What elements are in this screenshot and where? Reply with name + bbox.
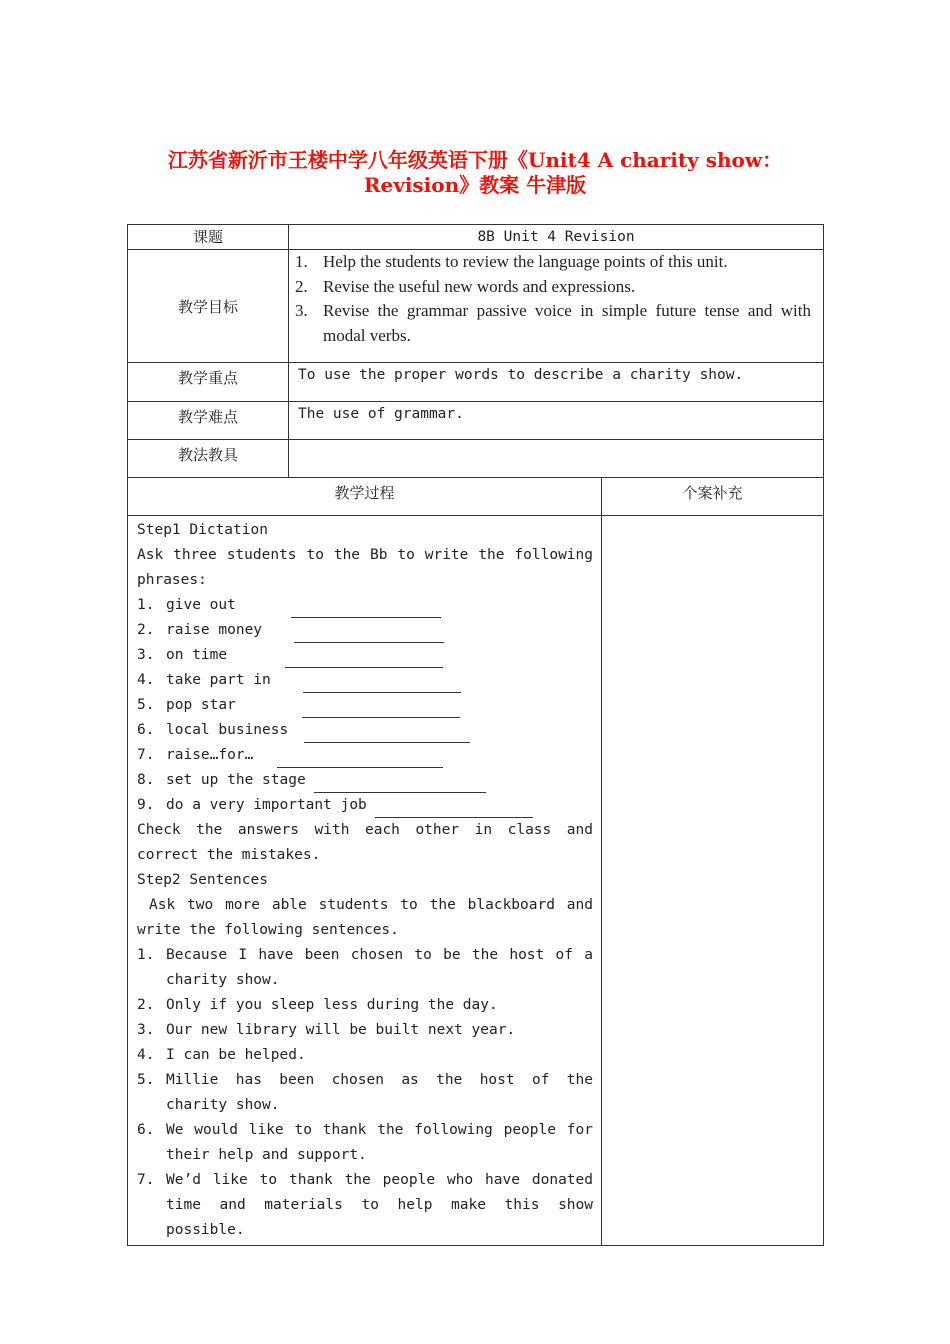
sentence-text: Millie has been chosen as the host of the charity show.	[166, 1072, 593, 1113]
difficulty-value: The use of grammar.	[289, 402, 824, 440]
sentence-text: Because I have been chosen to be the host of a charity show.	[166, 947, 593, 988]
phrase-item	[137, 593, 593, 618]
document-title	[0, 148, 950, 198]
phrase-number: 9.	[137, 797, 155, 813]
sentence-number: 6.	[137, 1122, 155, 1138]
phrase-number: 2.	[137, 622, 155, 638]
goal-text: Help the students to review the language points of this unit.	[323, 252, 728, 271]
goal-item	[295, 275, 811, 300]
phrase-text: give out	[166, 597, 236, 613]
sentence-number: 7.	[137, 1172, 155, 1188]
phrase-text: local business	[166, 722, 289, 738]
phrase-number: 6.	[137, 722, 155, 738]
phrase-text: set up the stage	[166, 772, 306, 788]
goal-text: Revise the useful new words and expressions.	[323, 276, 636, 296]
focus-row	[128, 363, 824, 402]
difficulty-row	[128, 402, 824, 440]
difficulty-label: 教学难点	[128, 402, 289, 440]
phrase-text: raise…for…	[166, 747, 254, 763]
focus-label: 教学重点	[128, 363, 289, 402]
check-instruction: Check the answers with each other in class and correct the mistakes.	[137, 822, 593, 863]
goals-label: 教学目标	[128, 250, 289, 363]
process-body-row	[128, 516, 824, 1246]
phrase-number: 1.	[137, 597, 155, 613]
phrase-text: take part in	[166, 672, 271, 688]
goals-cell	[289, 250, 824, 363]
goal-text: Revise the grammar passive voice in simple future tense and with modal verbs.	[323, 301, 812, 345]
goals-list	[289, 250, 823, 348]
phrase-item	[137, 693, 593, 718]
sentence-item	[137, 993, 593, 1018]
phrase-item	[137, 718, 593, 743]
process-label: 教学过程	[128, 478, 602, 516]
sentence-item	[137, 1018, 593, 1043]
sentence-item	[137, 943, 593, 993]
phrase-text: on time	[166, 647, 228, 663]
answer-blank	[303, 676, 461, 693]
phrase-item	[137, 618, 593, 643]
phrase-item	[137, 793, 593, 818]
answer-blank	[285, 651, 443, 668]
phrase-number: 7.	[137, 747, 155, 763]
answer-blank	[294, 626, 444, 643]
sentence-text: Our new library will be built next year.	[166, 1022, 516, 1038]
answer-blank	[277, 751, 443, 768]
phrase-number: 3.	[137, 647, 155, 663]
phrase-text: do a very important job	[166, 797, 367, 813]
method-label: 教法教具	[128, 440, 289, 478]
process-header-row	[128, 478, 824, 516]
step1-intro: Ask three students to the Bb to write the following phrases:	[137, 547, 593, 588]
step1-title: Step1 Dictation	[137, 522, 268, 538]
title-line-2: Revision》教案 牛津版	[363, 173, 587, 197]
process-content	[128, 516, 602, 1246]
title-line-1: 江苏省新沂市王楼中学八年级英语下册《Unit4 A charity show：	[167, 148, 783, 172]
goal-number: 2.	[295, 276, 308, 296]
phrase-number: 8.	[137, 772, 155, 788]
answer-blank	[304, 726, 470, 743]
phrase-item	[137, 768, 593, 793]
method-value	[289, 440, 824, 478]
lesson-plan-table	[127, 224, 824, 1246]
sentence-text: We’d like to thank the people who have donated time and materials to help make this show possible.	[166, 1172, 593, 1238]
sentence-number: 2.	[137, 997, 155, 1013]
phrase-text: raise money	[166, 622, 263, 638]
phrase-item	[137, 643, 593, 668]
sentence-text: I can be helped.	[166, 1047, 306, 1063]
sentence-number: 4.	[137, 1047, 155, 1063]
sentence-text: Only if you sleep less during the day.	[166, 997, 498, 1013]
phrase-item	[137, 743, 593, 768]
sentence-number: 1.	[137, 947, 155, 963]
goals-row	[128, 250, 824, 363]
phrase-number: 4.	[137, 672, 155, 688]
step2-title: Step2 Sentences	[137, 872, 268, 888]
answer-blank	[302, 701, 460, 718]
answer-blank	[314, 776, 486, 793]
step2-intro: Ask two more able students to the blackboard and write the following sentences.	[137, 897, 593, 938]
phrase-item	[137, 668, 593, 693]
topic-label: 课题	[128, 225, 289, 250]
supplement-label: 个案补充	[602, 478, 824, 516]
sentence-number: 3.	[137, 1022, 155, 1038]
sentence-number: 5.	[137, 1072, 155, 1088]
topic-value: 8B Unit 4 Revision	[289, 225, 824, 250]
phrase-text: pop star	[166, 697, 236, 713]
goal-number: 3.	[295, 301, 308, 320]
focus-value: To use the proper words to describe a charity show.	[289, 363, 824, 402]
sentence-item	[137, 1068, 593, 1118]
supplement-content	[602, 516, 824, 1246]
topic-row	[128, 225, 824, 250]
goal-item	[295, 299, 811, 348]
phrase-number: 5.	[137, 697, 155, 713]
goal-number: 1.	[295, 252, 308, 271]
answer-blank	[375, 801, 533, 818]
method-row	[128, 440, 824, 478]
goal-item	[295, 250, 811, 275]
answer-blank	[291, 601, 441, 618]
sentence-text: We would like to thank the following people for their help and support.	[166, 1122, 593, 1163]
sentence-item	[137, 1043, 593, 1068]
sentence-item	[137, 1168, 593, 1243]
sentence-item	[137, 1118, 593, 1168]
